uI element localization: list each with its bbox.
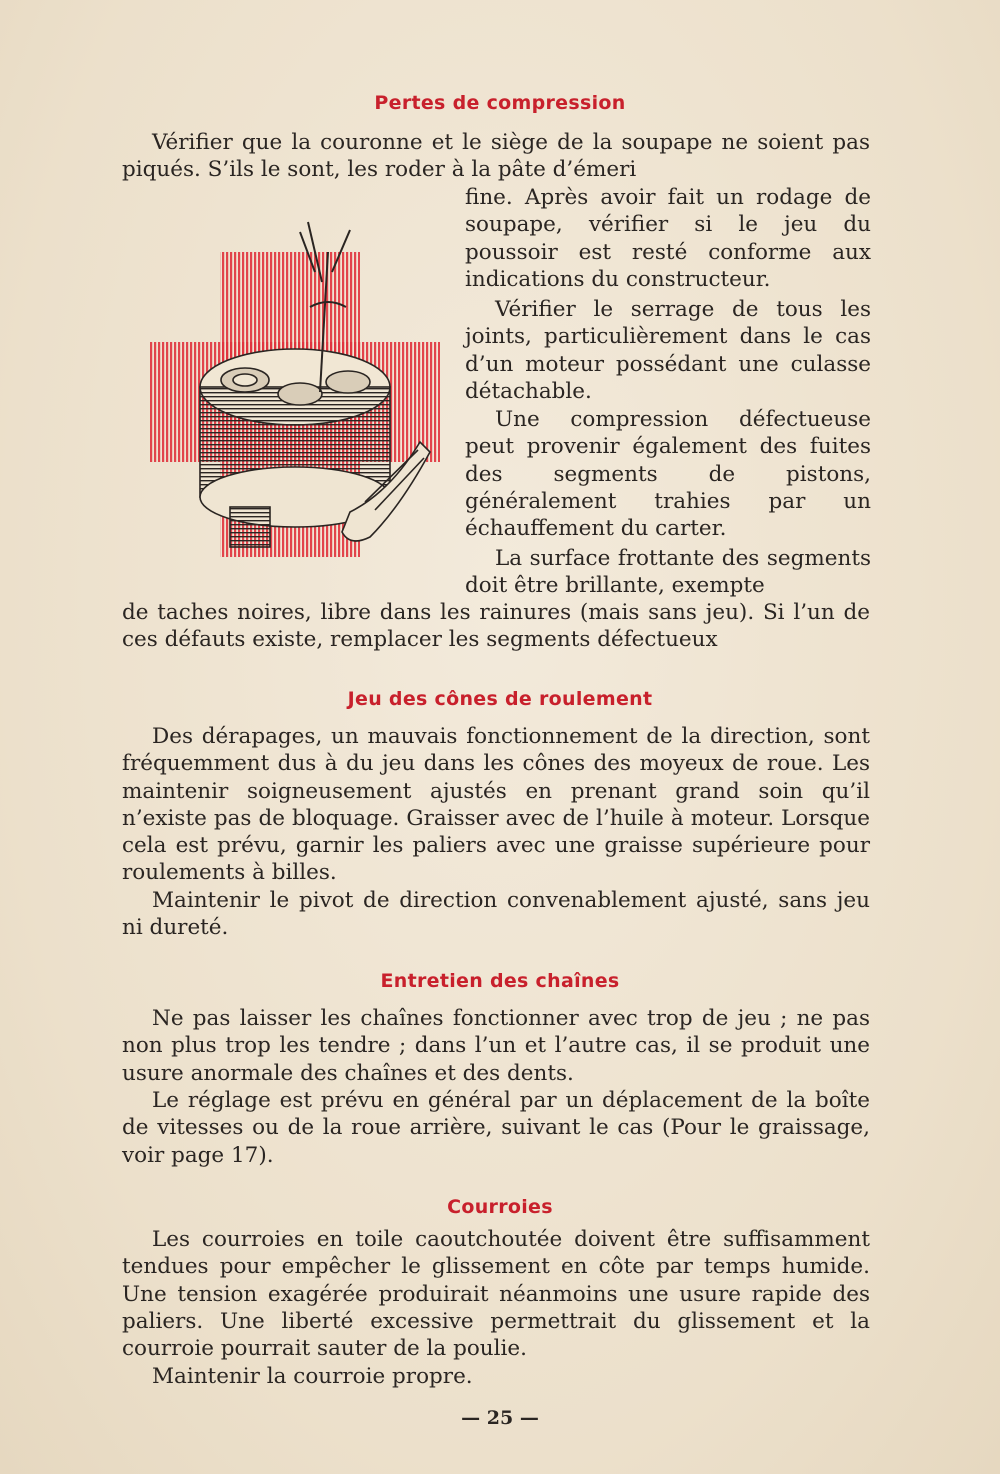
paragraph-compression-4b: de taches noires, libre dans les rainures (mais sans jeu). Si l’un de ces défauts existe, remplacer les segments défectueux [122,600,870,653]
text-compression-3: Une compression défectueuse peut provenir également des fuites des segments de pistons, généralement trahies par un échauffement du carter. [465,407,871,542]
paragraph-cones-1 [122,723,870,887]
text-cones-2: Maintenir le pivot de direction convenablement ajusté, sans jeu ni dureté. [122,888,870,941]
valve-grinding-illustration [150,212,450,557]
text-chaines-2: Le réglage est prévu en général par un déplacement de la boîte de vitesses ou de la roue arrière, suivant le cas (Pour le graissage, voir page 17). [122,1088,870,1168]
paragraph-chaines-2 [122,1087,870,1169]
paragraph-compression-2 [465,296,871,405]
paragraph-compression-4a [465,545,871,600]
paragraph-courroies-1 [122,1226,870,1362]
heading-pertes-de-compression: Pertes de compression [374,92,626,114]
heading-entretien-des-chaines: Entretien des chaînes [380,970,620,992]
text-cones-1: Des dérapages, un mauvais fonctionnement de la direction, sont fréquemment dus à du jeu dans les cônes des moyeux de roue. Les maintenir soigneusement ajustés en prenant grand soin qu’il n’existe pas de bloquage. Graisser avec de l’huile à moteur. Lorsque cela est prévu, garnir les paliers avec une graisse supérieure pour roulements à billes. [122,724,870,886]
paragraph-compression-1b: fine. Après avoir fait un rodage de soupape, vérifier si le jeu du poussoir est resté conforme aux indications du constructeur. [465,185,871,292]
paragraph-chaines-1 [122,1005,870,1087]
heading-jeu-des-cones: Jeu des cônes de roulement [347,688,653,710]
text-compression-2: Vérifier le serrage de tous les joints, particulièrement dans le cas d’un moteur possédant une culasse détachable. [465,297,871,404]
heading-courroies: Courroies [447,1196,553,1218]
text-courroies-2: Maintenir la courroie propre. [152,1364,473,1389]
text-compression-4a: La surface frottante des segments doit être brillante, exempte [465,546,871,599]
text-courroies-1: Les courroies en toile caoutchoutée doivent être suffisamment tendues pour empêcher le glissement en côte par temps humide. Une tension exagérée produirait néanmoins une usure rapide des paliers. Une liberté excessive permettrait du glissement et la courroie pourrait sauter de la poulie. [122,1227,870,1362]
paragraph-cones-2 [122,887,870,942]
page-number: — 25 — [461,1407,539,1429]
paragraph-courroies-2 [122,1363,870,1390]
paragraph-compression-1 [122,129,870,184]
text-chaines-1: Ne pas laisser les chaînes fonctionner avec trop de jeu ; ne pas non plus trop les tendre ; dans l’un et l’autre cas, il se produit une usure anormale des chaînes et des dents. [122,1006,870,1086]
text-compression-1: Vérifier que la couronne et le siège de la soupape ne soient pas piqués. S’ils le sont, les roder à la pâte d’émeri [122,130,870,183]
paragraph-compression-3 [465,406,871,542]
